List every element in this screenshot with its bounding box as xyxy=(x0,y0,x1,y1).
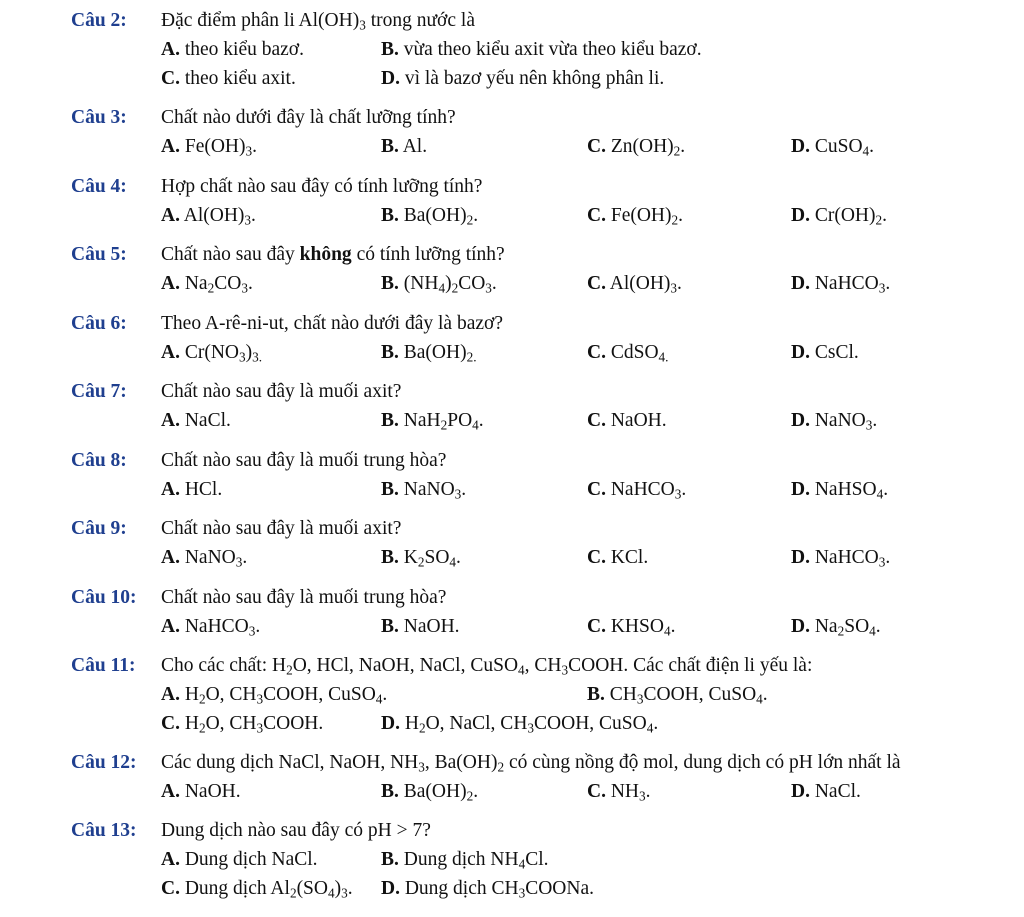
question-header xyxy=(0,514,1024,543)
option-text: NaHCO$_3$. xyxy=(605,479,687,502)
option-label: D. xyxy=(381,68,400,89)
option-text: $K_2SO_4$. xyxy=(398,547,461,570)
answer-option-b[interactable] xyxy=(381,777,478,806)
option-text: $Zn(OH)_2$. xyxy=(605,136,686,159)
option-label: C. xyxy=(161,713,180,734)
option-label: B. xyxy=(381,39,399,60)
option-label: C. xyxy=(587,547,606,568)
option-text: NaHCO$_3$. xyxy=(179,616,261,639)
option-label: C. xyxy=(587,410,606,431)
question-header xyxy=(0,446,1024,475)
answer-option-b[interactable] xyxy=(381,845,549,874)
answer-option-c[interactable] xyxy=(587,406,667,435)
question-stem: Các dung dịch NaCl, NaOH, $NH_3$, $Ba(OH)_2$ có cùng nồng độ mol, dung dịch có pH lớn nhất là xyxy=(161,752,901,775)
answer-option-a[interactable] xyxy=(161,201,256,230)
option-text: $Na_2CO_3$. xyxy=(179,273,253,296)
option-text: $(NH_4)_2CO_3$. xyxy=(398,273,497,296)
option-text: NaCl. xyxy=(809,781,861,802)
option-text: $Al(OH)_3$. xyxy=(605,273,682,296)
question-13 xyxy=(0,816,1024,903)
question-stem: Cho các chất: $H_2O$, HCl, NaOH, NaCl, CuSO$_4$, $CH_3COOH$. Các chất điện li yếu là: xyxy=(161,655,813,678)
question-header xyxy=(0,651,1024,680)
answer-option-c[interactable] xyxy=(161,64,296,93)
answer-option-c[interactable] xyxy=(161,874,353,903)
option-label: A. xyxy=(161,849,180,870)
option-label: B. xyxy=(381,273,399,294)
option-text: $Ba(OH)_{2.}$ xyxy=(398,342,477,365)
answer-option-a[interactable] xyxy=(161,612,260,641)
question-header xyxy=(0,748,1024,777)
answer-option-b[interactable] xyxy=(381,338,477,367)
option-text: NaCl. xyxy=(179,410,231,431)
question-number: Câu 11: xyxy=(71,655,136,676)
option-label: D. xyxy=(791,342,810,363)
question-12 xyxy=(0,748,1024,806)
answer-option-a[interactable] xyxy=(161,680,387,709)
question-header xyxy=(0,377,1024,406)
answer-option-a[interactable] xyxy=(161,338,262,367)
option-label: B. xyxy=(381,342,399,363)
question-stem: Chất nào sau đây là muối axit? xyxy=(161,518,402,539)
answer-option-c[interactable] xyxy=(587,201,683,230)
option-text: Dung dịch $CH_3COONa$. xyxy=(399,878,595,901)
option-text: Dung dịch $Al_2(SO_4)_3$. xyxy=(179,878,353,901)
answer-row xyxy=(0,777,1024,806)
option-label: A. xyxy=(161,342,180,363)
question-5 xyxy=(0,240,1024,298)
question-header xyxy=(0,816,1024,845)
option-label: C. xyxy=(587,781,606,802)
option-label: A. xyxy=(161,410,180,431)
option-text: NaHCO$_3$. xyxy=(809,273,891,296)
option-text: NaNO$_3$. xyxy=(179,547,248,570)
option-text: vì là bazơ yếu nên không phân li. xyxy=(399,68,665,89)
question-number: Câu 3: xyxy=(71,107,127,128)
question-stem: Dung dịch nào sau đây có pH > 7? xyxy=(161,820,431,841)
option-text: NaNO$_3$. xyxy=(809,410,878,433)
question-stem: Chất nào dưới đây là chất lưỡng tính? xyxy=(161,107,456,128)
question-8 xyxy=(0,446,1024,504)
option-text: $Al(OH)_3$. xyxy=(179,205,256,228)
option-text: vừa theo kiểu axit vừa theo kiểu bazơ. xyxy=(398,39,702,60)
option-text: $NH_3$. xyxy=(605,781,651,804)
question-2 xyxy=(0,6,1024,93)
option-label: B. xyxy=(381,616,399,637)
option-label: A. xyxy=(161,273,180,294)
option-label: B. xyxy=(587,684,605,705)
question-number: Câu 10: xyxy=(71,587,137,608)
option-text: NaOH. xyxy=(398,616,460,637)
option-text: $Ba(OH)_2$. xyxy=(398,205,479,228)
answer-option-d[interactable] xyxy=(791,132,874,161)
option-text: $Fe(OH)_2$. xyxy=(605,205,683,228)
answer-row xyxy=(0,64,1024,93)
question-10 xyxy=(0,583,1024,641)
question-stem: Chất nào sau đây không có tính lưỡng tính? xyxy=(161,244,505,265)
option-label: C. xyxy=(587,616,606,637)
option-text: $Cr(OH)_2$. xyxy=(809,205,887,228)
question-header xyxy=(0,309,1024,338)
answer-row xyxy=(0,680,1024,709)
answer-option-a[interactable] xyxy=(161,543,247,572)
question-number: Câu 6: xyxy=(71,313,127,334)
option-text: $CH_3COOH$, CuSO$_4$. xyxy=(604,684,768,707)
option-label: A. xyxy=(161,39,180,60)
question-header xyxy=(0,6,1024,35)
answer-row xyxy=(0,543,1024,572)
answer-row xyxy=(0,338,1024,367)
option-text: $H_2O$, $CH_3COOH$, CuSO$_4$. xyxy=(179,684,388,707)
question-header xyxy=(0,172,1024,201)
question-stem: Hợp chất nào sau đây có tính lưỡng tính? xyxy=(161,176,483,197)
option-label: B. xyxy=(381,547,399,568)
question-stem: Chất nào sau đây là muối trung hòa? xyxy=(161,587,447,608)
question-6 xyxy=(0,309,1024,367)
question-stem: Chất nào sau đây là muối trung hòa? xyxy=(161,450,447,471)
answer-row xyxy=(0,612,1024,641)
option-text: theo kiểu axit. xyxy=(179,68,296,89)
answer-option-b[interactable] xyxy=(381,406,484,435)
option-label: A. xyxy=(161,781,180,802)
option-text: NaOH. xyxy=(605,410,667,431)
answer-option-d[interactable] xyxy=(381,64,664,93)
option-text: NaOH. xyxy=(179,781,241,802)
option-label: D. xyxy=(791,273,810,294)
question-3 xyxy=(0,103,1024,161)
answer-row xyxy=(0,475,1024,504)
answer-option-a[interactable] xyxy=(161,406,231,435)
question-9 xyxy=(0,514,1024,572)
option-text: Dung dịch $NH_4Cl$. xyxy=(398,849,549,872)
answer-option-d[interactable] xyxy=(791,201,887,230)
option-label: D. xyxy=(791,781,810,802)
answer-option-b[interactable] xyxy=(381,612,460,641)
answer-option-b[interactable] xyxy=(587,680,768,709)
answer-row xyxy=(0,35,1024,64)
answer-option-a[interactable] xyxy=(161,845,318,874)
option-text: $Cr(NO_3)_{3.}$ xyxy=(179,342,263,365)
option-label: A. xyxy=(161,547,180,568)
option-label: B. xyxy=(381,479,399,500)
answer-option-b[interactable] xyxy=(381,475,466,504)
answer-option-c[interactable] xyxy=(587,475,686,504)
option-label: D. xyxy=(791,410,810,431)
answer-option-d[interactable] xyxy=(381,709,658,738)
answer-option-a[interactable] xyxy=(161,132,257,161)
question-number: Câu 4: xyxy=(71,176,127,197)
option-label: B. xyxy=(381,781,399,802)
question-number: Câu 12: xyxy=(71,752,137,773)
answer-option-c[interactable] xyxy=(587,777,651,806)
option-text: NaHSO$_4$. xyxy=(809,479,889,502)
answer-option-d[interactable] xyxy=(791,475,888,504)
option-label: C. xyxy=(587,205,606,226)
question-header xyxy=(0,240,1024,269)
option-label: D. xyxy=(791,616,810,637)
answer-row xyxy=(0,201,1024,230)
answer-option-a[interactable] xyxy=(161,475,222,504)
option-text: Al. xyxy=(398,136,428,157)
answer-option-c[interactable] xyxy=(161,709,323,738)
answer-row xyxy=(0,874,1024,903)
question-4 xyxy=(0,172,1024,230)
answer-row xyxy=(0,845,1024,874)
option-text: NaNO$_3$. xyxy=(398,479,467,502)
answer-option-a[interactable] xyxy=(161,777,241,806)
option-text: CsCl. xyxy=(809,342,859,363)
answer-option-b[interactable] xyxy=(381,201,478,230)
question-header xyxy=(0,103,1024,132)
option-text: $NaH_2PO_4$. xyxy=(398,410,484,433)
answer-option-c[interactable] xyxy=(587,132,685,161)
option-label: D. xyxy=(381,878,400,899)
question-11 xyxy=(0,651,1024,738)
question-stem: Đặc điểm phân li $Al(OH)_3$ trong nước là xyxy=(161,10,475,33)
option-text: $H_2O$, NaCl, $CH_3COOH$, CuSO$_4$. xyxy=(399,713,659,736)
question-number: Câu 7: xyxy=(71,381,127,402)
option-label: C. xyxy=(587,342,606,363)
answer-option-d[interactable] xyxy=(791,777,861,806)
option-text: $Na_2SO_4$. xyxy=(809,616,881,639)
answer-option-b[interactable] xyxy=(381,269,497,298)
option-text: KCl. xyxy=(605,547,649,568)
option-text: $KHSO_4$. xyxy=(605,616,676,639)
option-label: D. xyxy=(381,713,400,734)
option-label: D. xyxy=(791,136,810,157)
answer-option-a[interactable] xyxy=(161,269,253,298)
answer-option-d[interactable] xyxy=(791,269,890,298)
answer-row xyxy=(0,709,1024,738)
question-number: Câu 5: xyxy=(71,244,127,265)
answer-option-b[interactable] xyxy=(381,35,702,64)
option-label: B. xyxy=(381,136,399,157)
option-label: B. xyxy=(381,849,399,870)
answer-option-c[interactable] xyxy=(587,543,648,572)
option-text: CdSO$_{4.}$ xyxy=(605,342,669,365)
answer-option-d[interactable] xyxy=(791,338,859,367)
question-number: Câu 8: xyxy=(71,450,127,471)
option-label: B. xyxy=(381,205,399,226)
answer-option-d[interactable] xyxy=(791,612,881,641)
answer-option-d[interactable] xyxy=(791,543,890,572)
option-label: A. xyxy=(161,616,180,637)
option-label: A. xyxy=(161,205,180,226)
answer-option-c[interactable] xyxy=(587,269,682,298)
option-text: Dung dịch NaCl. xyxy=(179,849,318,870)
option-text: theo kiểu bazơ. xyxy=(179,39,304,60)
answer-option-c[interactable] xyxy=(587,338,668,367)
option-text: NaHCO$_3$. xyxy=(809,547,891,570)
answer-row xyxy=(0,269,1024,298)
question-number: Câu 13: xyxy=(71,820,137,841)
option-label: C. xyxy=(587,273,606,294)
option-label: A. xyxy=(161,136,180,157)
question-7 xyxy=(0,377,1024,435)
option-label: C. xyxy=(587,136,606,157)
question-number: Câu 2: xyxy=(71,10,127,31)
option-label: D. xyxy=(791,205,810,226)
option-text: $Fe(OH)_3$. xyxy=(179,136,257,159)
option-text: CuSO$_4$. xyxy=(809,136,875,159)
answer-option-d[interactable] xyxy=(791,406,877,435)
option-label: A. xyxy=(161,684,180,705)
answer-option-c[interactable] xyxy=(587,612,675,641)
option-label: D. xyxy=(791,479,810,500)
question-stem: Chất nào sau đây là muối axit? xyxy=(161,381,402,402)
option-label: C. xyxy=(161,68,180,89)
option-label: A. xyxy=(161,479,180,500)
option-label: B. xyxy=(381,410,399,431)
option-text: $H_2O$, $CH_3COOH$. xyxy=(179,713,324,736)
option-label: C. xyxy=(587,479,606,500)
answer-option-a[interactable] xyxy=(161,35,304,64)
option-label: C. xyxy=(161,878,180,899)
answer-row xyxy=(0,406,1024,435)
question-header xyxy=(0,583,1024,612)
option-text: HCl. xyxy=(179,479,223,500)
option-label: D. xyxy=(791,547,810,568)
answer-option-d[interactable] xyxy=(381,874,594,903)
option-text: $Ba(OH)_2$. xyxy=(398,781,479,804)
answer-option-b[interactable] xyxy=(381,132,427,161)
question-number: Câu 9: xyxy=(71,518,127,539)
answer-row xyxy=(0,132,1024,161)
question-stem: Theo A-rê-ni-ut, chất nào dưới đây là bazơ? xyxy=(161,313,503,334)
answer-option-b[interactable] xyxy=(381,543,461,572)
